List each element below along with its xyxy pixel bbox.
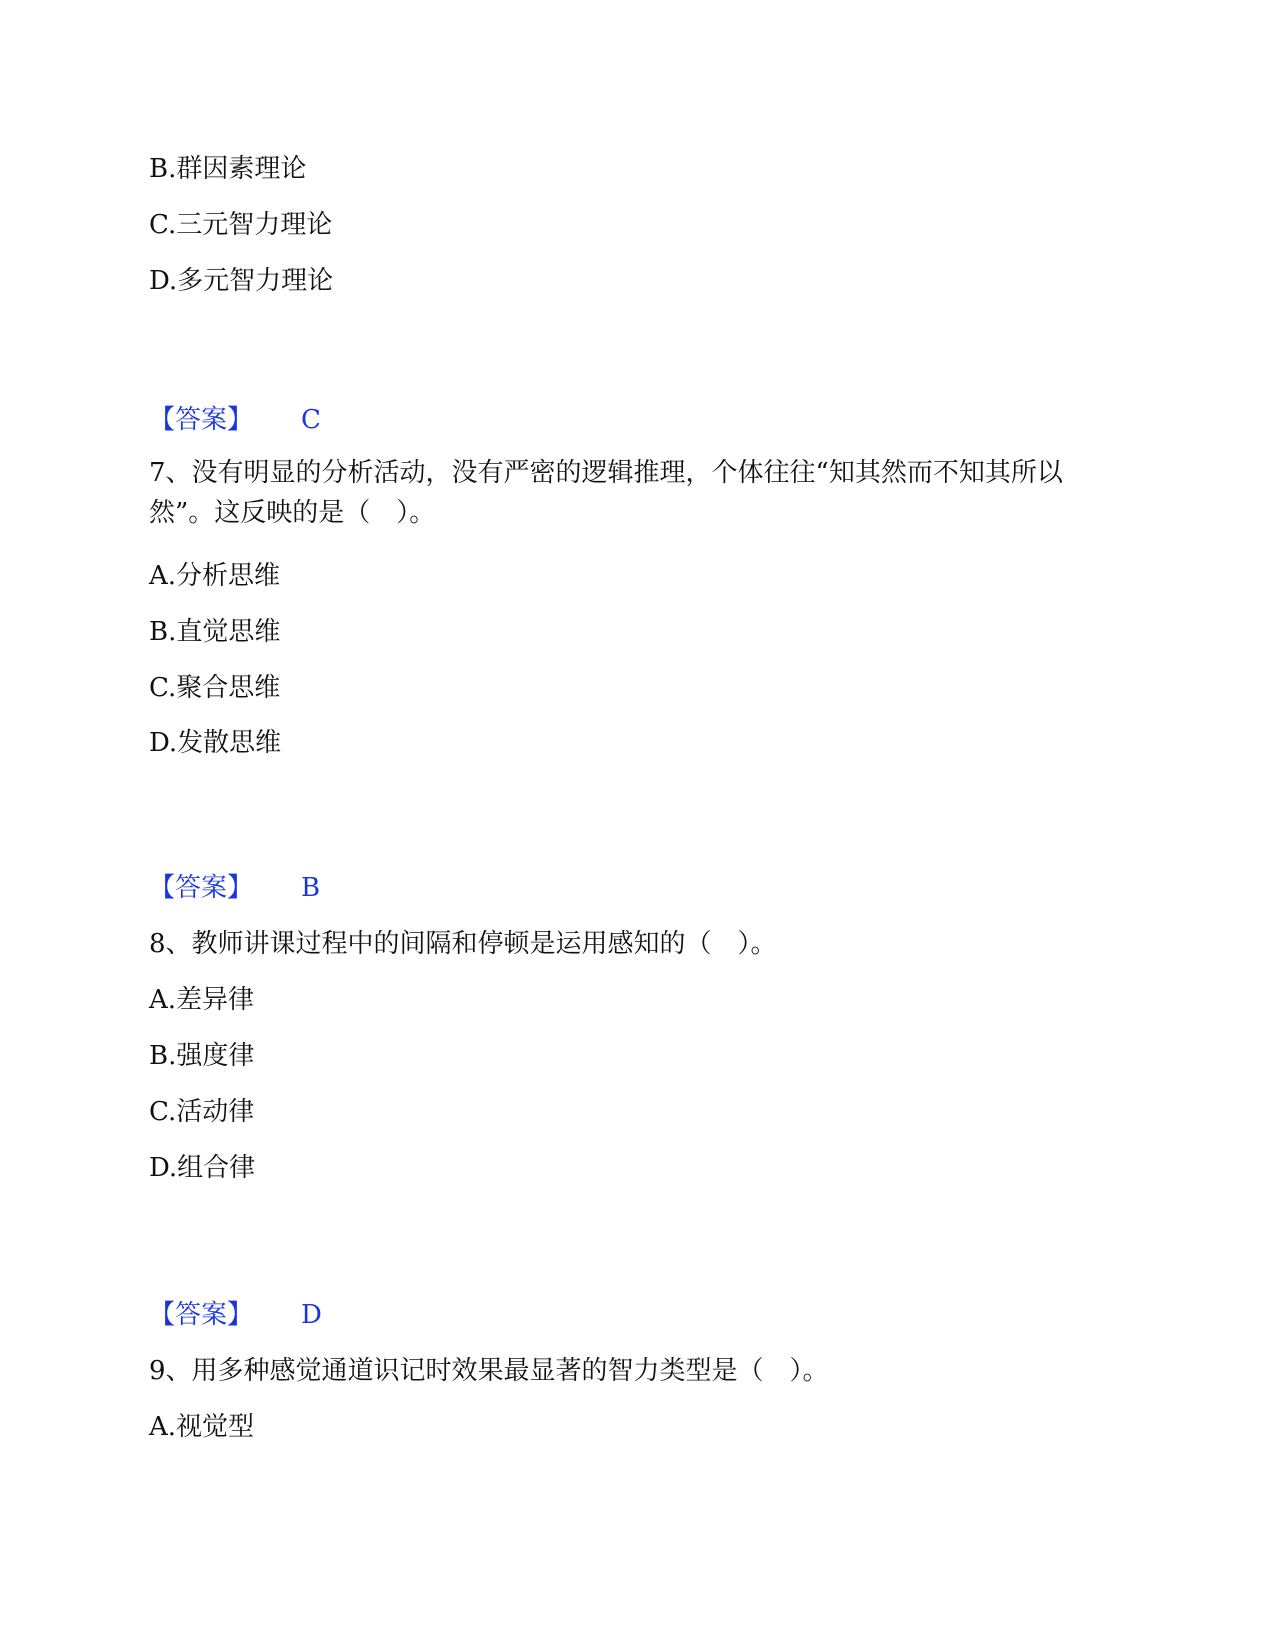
- q6-option-b: B.群因素理论: [149, 154, 307, 184]
- q8-option-a: A.差异律: [149, 985, 255, 1015]
- q8-stem: 8、教师讲课过程中的间隔和停顿是运用感知的（ ）。: [149, 929, 777, 959]
- q7-option-c: C.聚合思维: [149, 673, 281, 703]
- answer-value: B: [301, 873, 321, 903]
- answer-label: 【答案】: [149, 873, 254, 903]
- q8-option-d: D.组合律: [149, 1153, 256, 1183]
- q7-option-b: B.直觉思维: [149, 617, 281, 647]
- q8-answer: [149, 1295, 1115, 1335]
- q9-stem: 9、用多种感觉通道识记时效果最显著的智力类型是（ ）。: [149, 1356, 829, 1386]
- answer-value: C: [301, 405, 321, 435]
- q7-option-a: A.分析思维: [149, 561, 281, 591]
- answer-value: D: [301, 1300, 322, 1330]
- q6-option-c: C.三元智力理论: [149, 210, 333, 240]
- q8-option-c: C.活动律: [149, 1097, 255, 1127]
- q7-stem: 7、没有明显的分析活动，没有严密的逻辑推理，个体往往“知其然而不知其所以然”。这反映的是（ ）。: [149, 458, 1063, 528]
- q8-option-b: B.强度律: [149, 1041, 255, 1071]
- q7-option-d: D.发散思维: [149, 728, 282, 758]
- q6-answer: [149, 400, 1115, 440]
- q9-option-a: A.视觉型: [149, 1412, 255, 1442]
- q6-option-d: D.多元智力理论: [149, 266, 334, 296]
- answer-label: 【答案】: [149, 1300, 254, 1330]
- q7-answer: [149, 868, 1115, 908]
- answer-label: 【答案】: [149, 405, 254, 435]
